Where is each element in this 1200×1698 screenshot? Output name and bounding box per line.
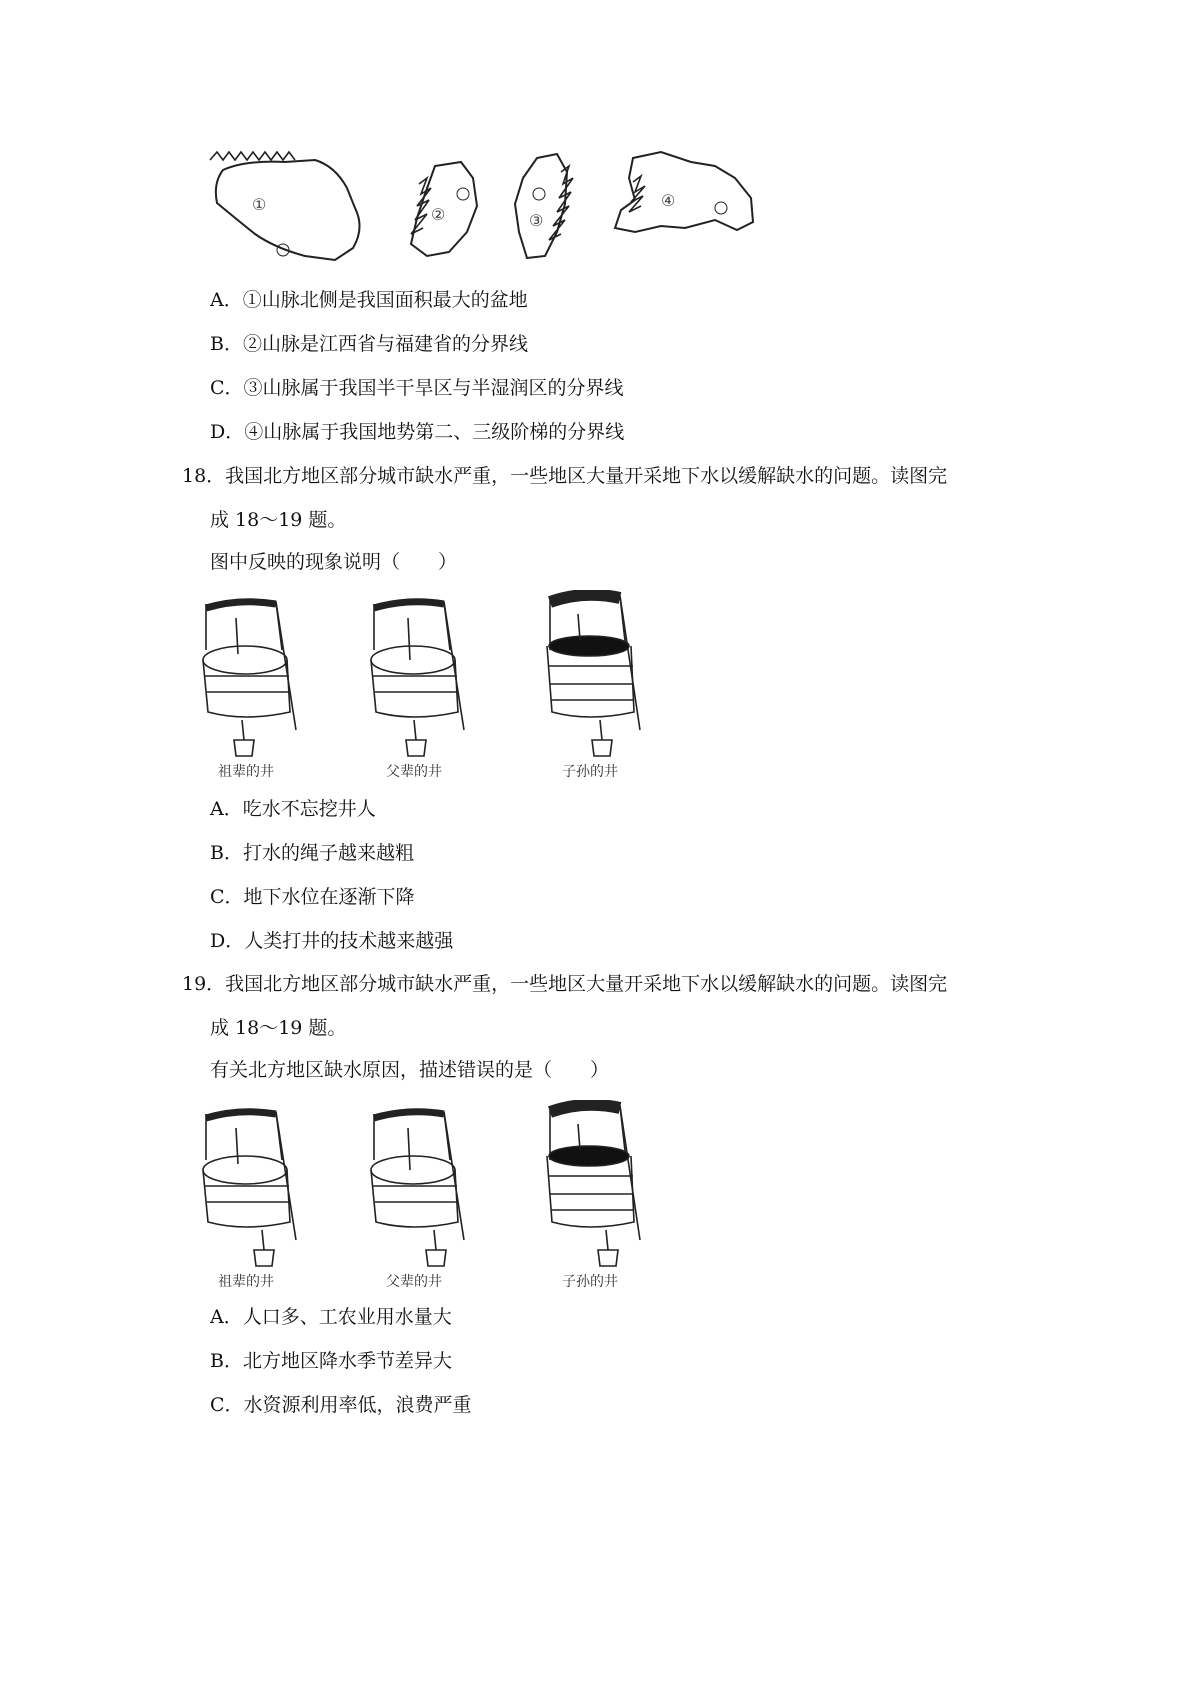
map-label-4: ④ bbox=[661, 191, 676, 210]
q18-well-descendants bbox=[547, 595, 640, 780]
q18-well-label-2: 父辈的井 bbox=[386, 764, 442, 780]
q17-option-a: A．①山脉北侧是我国面积最大的盆地 bbox=[210, 289, 528, 311]
q19-well-label-1: 祖辈的井 bbox=[218, 1274, 274, 1290]
q19-wells-figure bbox=[200, 1100, 680, 1300]
q19-stem-line1: 19．我国北方地区部分城市缺水严重，一些地区大量开采地下水以缓解缺水的问题。读图完 bbox=[182, 973, 948, 995]
q18-question: 图中反映的现象说明（ ） bbox=[210, 551, 458, 573]
q18-well-grandparents bbox=[203, 602, 296, 780]
map-label-1: ① bbox=[252, 195, 267, 214]
q19-well-label-3: 子孙的井 bbox=[562, 1274, 618, 1290]
q18-well-label-3: 子孙的井 bbox=[562, 764, 618, 780]
province-map-4 bbox=[615, 152, 753, 232]
q18-option-c: C．地下水位在逐渐下降 bbox=[210, 886, 415, 908]
q17-option-d: D．④山脉属于我国地势第二、三级阶梯的分界线 bbox=[210, 421, 625, 443]
q19-well-parents bbox=[371, 1112, 464, 1290]
q18-well-parents bbox=[371, 602, 464, 780]
q19-option-a: A．人口多、工农业用水量大 bbox=[210, 1306, 452, 1328]
q18-well-label-1: 祖辈的井 bbox=[218, 764, 274, 780]
q19-well-label-2: 父辈的井 bbox=[386, 1274, 442, 1290]
q19-well-grandparents bbox=[203, 1112, 296, 1290]
q18-stem-line2: 成 18～19 题。 bbox=[210, 509, 347, 531]
q19-question: 有关北方地区缺水原因，描述错误的是（ ） bbox=[210, 1059, 610, 1081]
q17-option-c: C．③山脉属于我国半干旱区与半湿润区的分界线 bbox=[210, 377, 624, 399]
q17-option-b: B．②山脉是江西省与福建省的分界线 bbox=[210, 333, 528, 355]
map-label-3: ③ bbox=[529, 211, 544, 230]
province-map-1 bbox=[210, 152, 360, 260]
q18-wells-figure bbox=[200, 590, 680, 790]
q19-well-descendants bbox=[547, 1105, 640, 1290]
q19-stem-line2: 成 18～19 题。 bbox=[210, 1017, 347, 1039]
q19-option-b: B．北方地区降水季节差异大 bbox=[210, 1350, 452, 1372]
q19-option-c: C．水资源利用率低，浪费严重 bbox=[210, 1394, 472, 1416]
map-label-2: ② bbox=[431, 205, 446, 224]
q18-option-a: A．吃水不忘挖井人 bbox=[210, 798, 376, 820]
province-map-3 bbox=[515, 154, 573, 258]
q18-stem-line1: 18．我国北方地区部分城市缺水严重，一些地区大量开采地下水以缓解缺水的问题。读图完 bbox=[182, 465, 948, 487]
q18-option-b: B．打水的绳子越来越粗 bbox=[210, 842, 414, 864]
province-maps-figure bbox=[205, 148, 825, 273]
q18-option-d: D．人类打井的技术越来越强 bbox=[210, 930, 454, 952]
province-map-2 bbox=[411, 162, 477, 256]
